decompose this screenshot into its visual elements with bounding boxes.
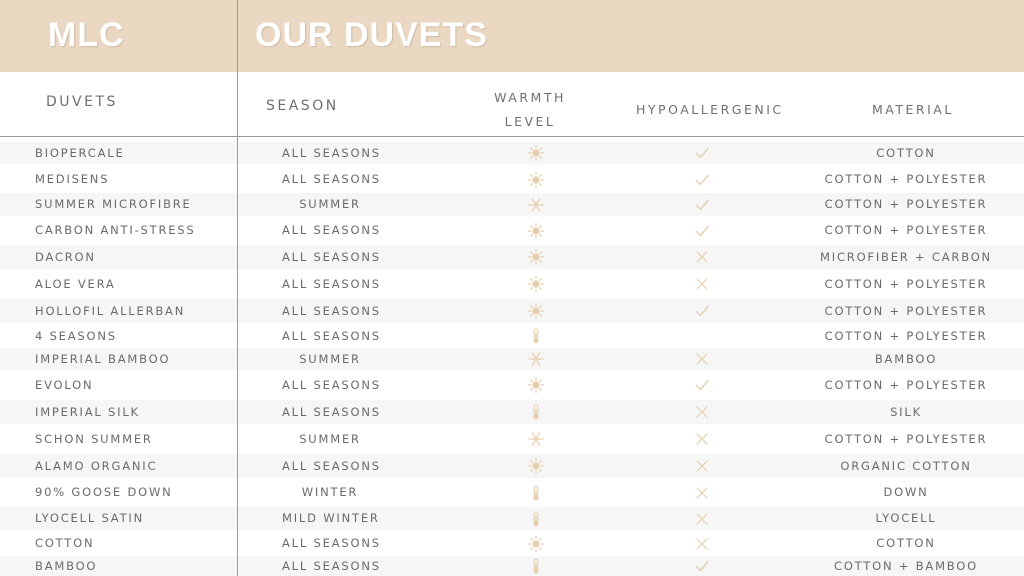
season-value: SUMMER — [299, 197, 361, 211]
table-row — [0, 507, 1024, 530]
check-icon — [694, 223, 710, 239]
check-icon — [694, 303, 710, 319]
duvet-name: BAMBOO — [35, 558, 98, 573]
duvet-name: BIOPERCALE — [35, 145, 125, 160]
season-value: ALL SEASONS — [282, 303, 381, 318]
table-row — [0, 556, 1024, 576]
table-row — [0, 373, 1024, 397]
table-row — [0, 299, 1024, 323]
duvet-name: IMPERIAL SILK — [35, 404, 140, 419]
duvet-name: LYOCELL SATIN — [35, 511, 144, 525]
material-value: ORGANIC COTTON — [840, 458, 972, 473]
cross-icon — [694, 431, 710, 447]
material-value: COTTON + POLYESTER — [824, 377, 988, 392]
cross-icon — [694, 249, 710, 265]
table-row — [0, 400, 1024, 424]
column-divider — [237, 0, 238, 576]
table-row — [0, 533, 1024, 554]
duvet-name: SUMMER MICROFIBRE — [35, 197, 192, 211]
season-value: ALL SEASONS — [282, 276, 381, 291]
duvet-name: HOLLOFIL ALLERBAN — [35, 303, 186, 318]
season-value: WINTER — [301, 485, 359, 499]
thermometer-icon — [528, 404, 544, 420]
material-value: BAMBOO — [874, 351, 938, 366]
duvet-name: 90% GOOSE DOWN — [35, 485, 173, 499]
season-value: ALL SEASONS — [282, 536, 381, 550]
table-row — [0, 481, 1024, 504]
season-value: ALL SEASONS — [282, 458, 381, 473]
brand-logo: MLC — [48, 16, 125, 54]
material-value: DOWN — [883, 485, 929, 499]
season-value: ALL SEASONS — [282, 145, 381, 160]
column-header-warmth-line2: LEVEL — [504, 114, 556, 129]
table-row — [0, 168, 1024, 191]
duvet-name: EVOLON — [35, 377, 94, 392]
duvet-name: SCHON SUMMER — [35, 431, 153, 446]
check-icon — [694, 377, 710, 393]
table-row — [0, 245, 1024, 269]
material-value: COTTON + POLYESTER — [824, 303, 988, 318]
table-row — [0, 193, 1024, 216]
duvet-name: IMPERIAL BAMBOO — [35, 351, 171, 366]
thermometer-icon — [528, 511, 544, 527]
material-value: COTTON + BAMBOO — [834, 558, 978, 573]
season-value: SUMMER — [299, 351, 361, 366]
check-icon — [694, 172, 710, 188]
material-value: COTTON + POLYESTER — [824, 431, 988, 446]
duvet-name: 4 SEASONS — [35, 328, 117, 343]
material-value: MICROFIBER + CARBON — [820, 249, 992, 264]
season-value: ALL SEASONS — [282, 223, 381, 237]
duvet-name: ALOE VERA — [35, 276, 116, 291]
sun-icon — [528, 276, 544, 292]
sun-icon — [528, 249, 544, 265]
material-value: COTTON + POLYESTER — [824, 172, 988, 186]
column-header-hypoallergenic: HYPOALLERGENIC — [636, 102, 784, 117]
cross-icon — [694, 485, 710, 501]
duvet-name: ALAMO ORGANIC — [35, 458, 158, 473]
sun-icon — [528, 172, 544, 188]
material-value: COTTON + POLYESTER — [824, 328, 988, 343]
header-divider — [0, 136, 1024, 137]
material-value: COTTON + POLYESTER — [824, 197, 988, 211]
cross-icon — [694, 404, 710, 420]
season-value: ALL SEASONS — [282, 404, 381, 419]
cross-icon — [694, 351, 710, 367]
snowflake-icon — [528, 351, 544, 367]
table-row — [0, 272, 1024, 296]
cross-icon — [694, 511, 710, 527]
table-row — [0, 454, 1024, 478]
material-value: COTTON + POLYESTER — [824, 276, 988, 291]
duvet-name: DACRON — [35, 249, 96, 264]
snowflake-icon — [528, 197, 544, 213]
season-value: ALL SEASONS — [282, 249, 381, 264]
material-value: COTTON — [876, 536, 936, 550]
table-row — [0, 326, 1024, 346]
cross-icon — [694, 276, 710, 292]
cross-icon — [694, 458, 710, 474]
check-icon — [694, 558, 710, 574]
season-value: ALL SEASONS — [282, 558, 381, 573]
season-value: ALL SEASONS — [282, 377, 381, 392]
sun-icon — [528, 536, 544, 552]
thermometer-icon — [528, 485, 544, 501]
material-value: LYOCELL — [875, 511, 937, 525]
sun-icon — [528, 303, 544, 319]
table-row — [0, 427, 1024, 451]
season-value: SUMMER — [299, 431, 361, 446]
thermometer-icon — [528, 558, 544, 574]
sun-icon — [528, 458, 544, 474]
column-header-duvets: DUVETS — [46, 94, 118, 110]
duvet-name: MEDISENS — [35, 172, 110, 186]
duvet-name: COTTON — [35, 536, 95, 550]
column-header-season: SEASON — [266, 98, 339, 114]
table-row — [0, 348, 1024, 370]
snowflake-icon — [528, 431, 544, 447]
table-row — [0, 219, 1024, 242]
material-value: COTTON + POLYESTER — [824, 223, 988, 237]
column-header-material: MATERIAL — [872, 102, 954, 117]
season-value: MILD WINTER — [282, 511, 380, 525]
material-value: COTTON — [876, 145, 936, 160]
sun-icon — [528, 377, 544, 393]
cross-icon — [694, 536, 710, 552]
season-value: ALL SEASONS — [282, 328, 381, 343]
table-row — [0, 142, 1024, 164]
column-header-warmth-line1: WARMTH — [494, 90, 566, 105]
sun-icon — [528, 145, 544, 161]
material-value: SILK — [890, 404, 922, 419]
check-icon — [694, 197, 710, 213]
duvet-name: CARBON ANTI-STRESS — [35, 223, 196, 237]
page-title: OUR DUVETS — [255, 16, 488, 54]
sun-icon — [528, 223, 544, 239]
thermometer-icon — [528, 328, 544, 344]
season-value: ALL SEASONS — [282, 172, 381, 186]
check-icon — [694, 145, 710, 161]
column-header-warmth-level — [470, 86, 590, 134]
